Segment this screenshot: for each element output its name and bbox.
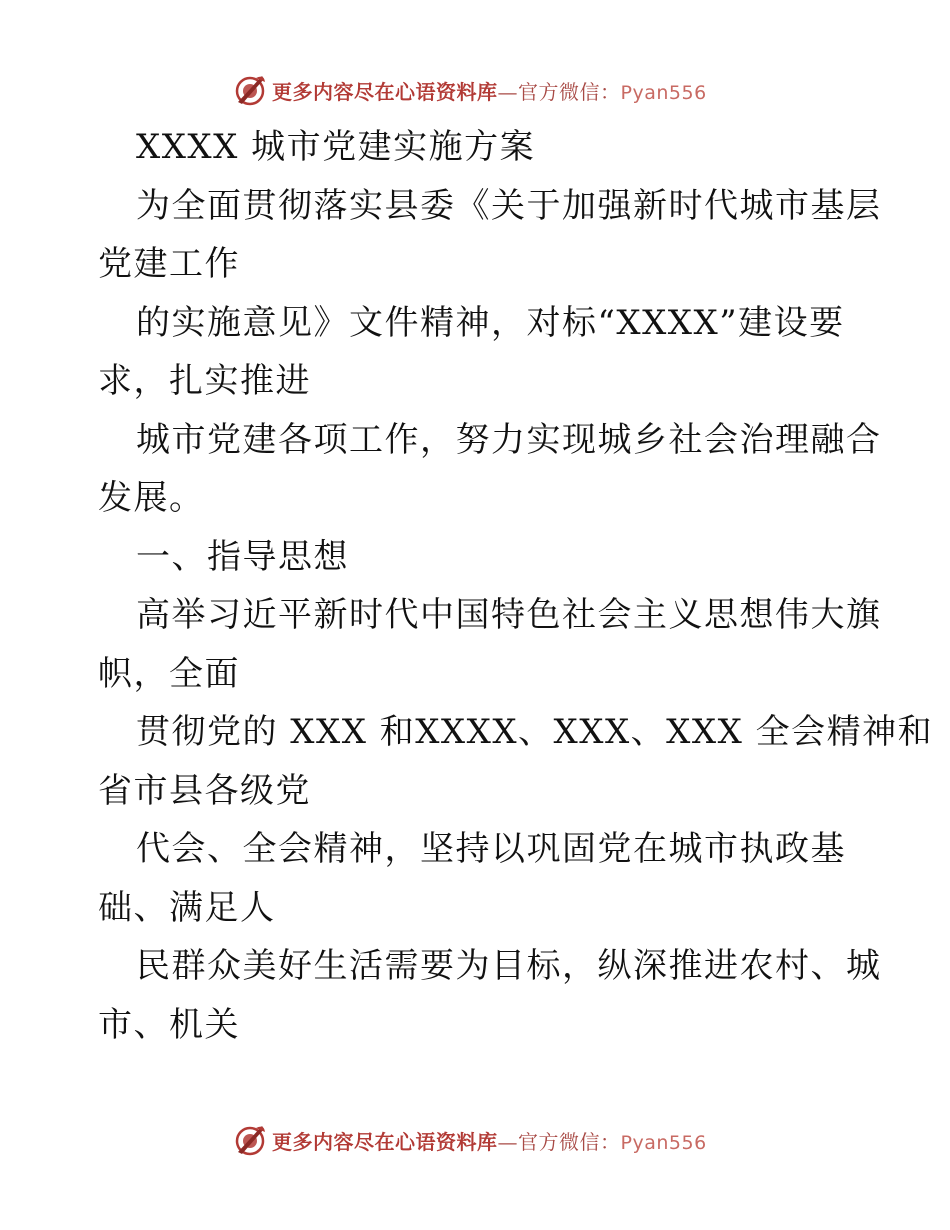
watermark-wechat-label: 官方微信： bbox=[518, 79, 621, 104]
paragraph-line: 的实施意见》文件精神，对标“XXXX”建设要 bbox=[136, 303, 845, 343]
watermark-text bbox=[272, 76, 707, 105]
paragraph-line: 求，扎实推进 bbox=[98, 361, 311, 401]
quill-seal-logo-icon bbox=[232, 72, 268, 108]
watermark-wechat-label: 官方微信： bbox=[518, 1129, 621, 1154]
watermark-separator: — bbox=[497, 1129, 518, 1154]
paragraph-line: 高举习近平新时代中国特色社会主义思想伟大旗 bbox=[136, 595, 882, 635]
paragraph-line: 帜，全面 bbox=[98, 654, 240, 694]
watermark-separator: — bbox=[497, 79, 518, 104]
paragraph-line: 为全面贯彻落实县委《关于加强新时代城市基层 bbox=[136, 186, 882, 226]
watermark-wechat-id: Pyan556 bbox=[620, 1131, 707, 1154]
paragraph-line: 发展。 bbox=[98, 478, 205, 518]
paragraph-line: 贯彻党的 XXX 和XXXX、XXX、XXX 全会精神和 bbox=[136, 712, 934, 752]
paragraph-line: 城市党建各项工作，努力实现城乡社会治理融合 bbox=[136, 420, 882, 460]
section-heading: 一、指导思想 bbox=[136, 537, 349, 577]
watermark-brand: 更多内容尽在心语资料库 bbox=[272, 79, 498, 104]
document-title: XXXX 城市党建实施方案 bbox=[136, 127, 536, 167]
paragraph-line: 代会、全会精神，坚持以巩固党在城市执政基 bbox=[136, 829, 846, 869]
quill-seal-logo-icon bbox=[232, 1122, 268, 1158]
footer-watermark bbox=[232, 1120, 707, 1160]
paragraph-line: 础、满足人 bbox=[98, 888, 276, 928]
paragraph-line: 民群众美好生活需要为目标，纵深推进农村、城 bbox=[136, 946, 882, 986]
paragraph-line: 党建工作 bbox=[98, 244, 240, 284]
paragraph-line: 市、机关 bbox=[98, 1005, 240, 1045]
watermark-wechat-id: Pyan556 bbox=[620, 81, 707, 104]
watermark-brand: 更多内容尽在心语资料库 bbox=[272, 1129, 498, 1154]
watermark-text bbox=[272, 1126, 707, 1155]
header-watermark bbox=[232, 70, 707, 110]
paragraph-line: 省市县各级党 bbox=[98, 771, 311, 811]
